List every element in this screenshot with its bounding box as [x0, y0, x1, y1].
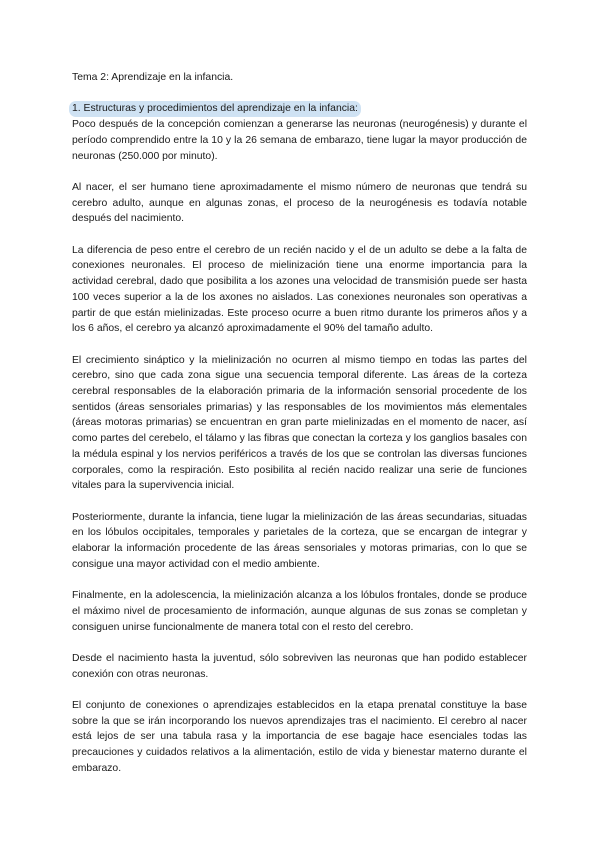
paragraph-myelination: La diferencia de peso entre el cerebro de un recién nacido y el de un adulto se debe a la falta de conexiones neuronales. El proceso de mielinización tiene una enorme importancia para la actividad cerebral, dado que posibilita a los azones una velocidad de transmisión puede ser hasta 100 veces superior a la de los axones no aislados. Las conexiones neuronales son operativas a partir de que están mielinizadas. Este proceso ocurre a buen ritmo durante los primeros años y a los 6 años, el cerebro ya alcanzó aproximadamente el 90% del tamaño adulto. [72, 244, 527, 335]
paragraph-birth-neurons: Al nacer, el ser humano tiene aproximadamente el mismo número de neuronas que tendrá su cerebro adulto, aunque en algunas zonas, el proceso de la neurogénesis es todavía notable después del nacimiento. [72, 181, 527, 225]
paragraph-survival: Desde el nacimiento hasta la juventud, sólo sobreviven las neuronas que han podido establecer conexión con otras neuronas. [72, 652, 527, 680]
document-title: Tema 2: Aprendizaje en la infancia. [72, 72, 234, 83]
paragraph-synaptic-growth: El crecimiento sináptico y la mielinización no ocurren al mismo tiempo en todas las partes del cerebro, sino que cada zona sigue una secuencia temporal diferente. Las áreas de la corteza cerebral responsables de la elaboración primaria de la información sensorial procedente de los sentidos (áreas sensoriales primarias) y las responsables de los movimientos más elementales (áreas motoras primarias) se encuentran en gran parte mielinizadas en el momento de nacer, así como partes del cerebelo, el tálamo y las fibras que conectan la corteza y los ganglios basales con la médula espinal y los nervios periféricos a través de los que se controlan las diversas funciones corporales, como la respiración. Esto posibilita al recién nacido realizar una serie de funciones vitales para la supervivencia inicial. [72, 354, 527, 492]
document-body [72, 70, 527, 792]
paragraph-childhood: Posteriormente, durante la infancia, tiene lugar la mielinización de las áreas secundarias, situadas en los lóbulos occipitales, temporales y parietales de la corteza, que se encargan de integrar y elaborar la información procedente de las áreas sensoriales y motoras primarias, con lo que se consigue una mayor actividad con el medio ambiente. [72, 511, 527, 570]
section-heading: 1. Estructuras y procedimientos del aprendizaje en la infancia: [69, 101, 361, 117]
paragraph-neurogenesis: Poco después de la concepción comienzan a generarse las neuronas (neurogénesis) y durante el período comprendido entre la 10 y la 26 semana de embarazo, tiene lugar la mayor producción de neuronas (250.000 por minuto). [72, 119, 527, 162]
paragraph-adolescence: Finalmente, en la adolescencia, la mielinización alcanza a los lóbulos frontales, donde se produce el máximo nivel de procesamiento de información, aunque algunas de sus zonas se completan y consiguen unirse funcionalmente de manera total con el resto del cerebro. [72, 590, 527, 633]
paragraph-prenatal: El conjunto de conexiones o aprendizajes establecidos en la etapa prenatal constituye la base sobre la que se irán incorporando los nuevos aprendizajes tras el nacimiento. El cerebro al nacer está lejos de ser una tabula rasa y la importancia de ese bagaje hace esenciales todas las precauciones y cuidados relativos a la alimentación, estilo de vida y bienestar materno durante el embarazo. [72, 700, 527, 774]
section-heading-line [72, 101, 527, 117]
